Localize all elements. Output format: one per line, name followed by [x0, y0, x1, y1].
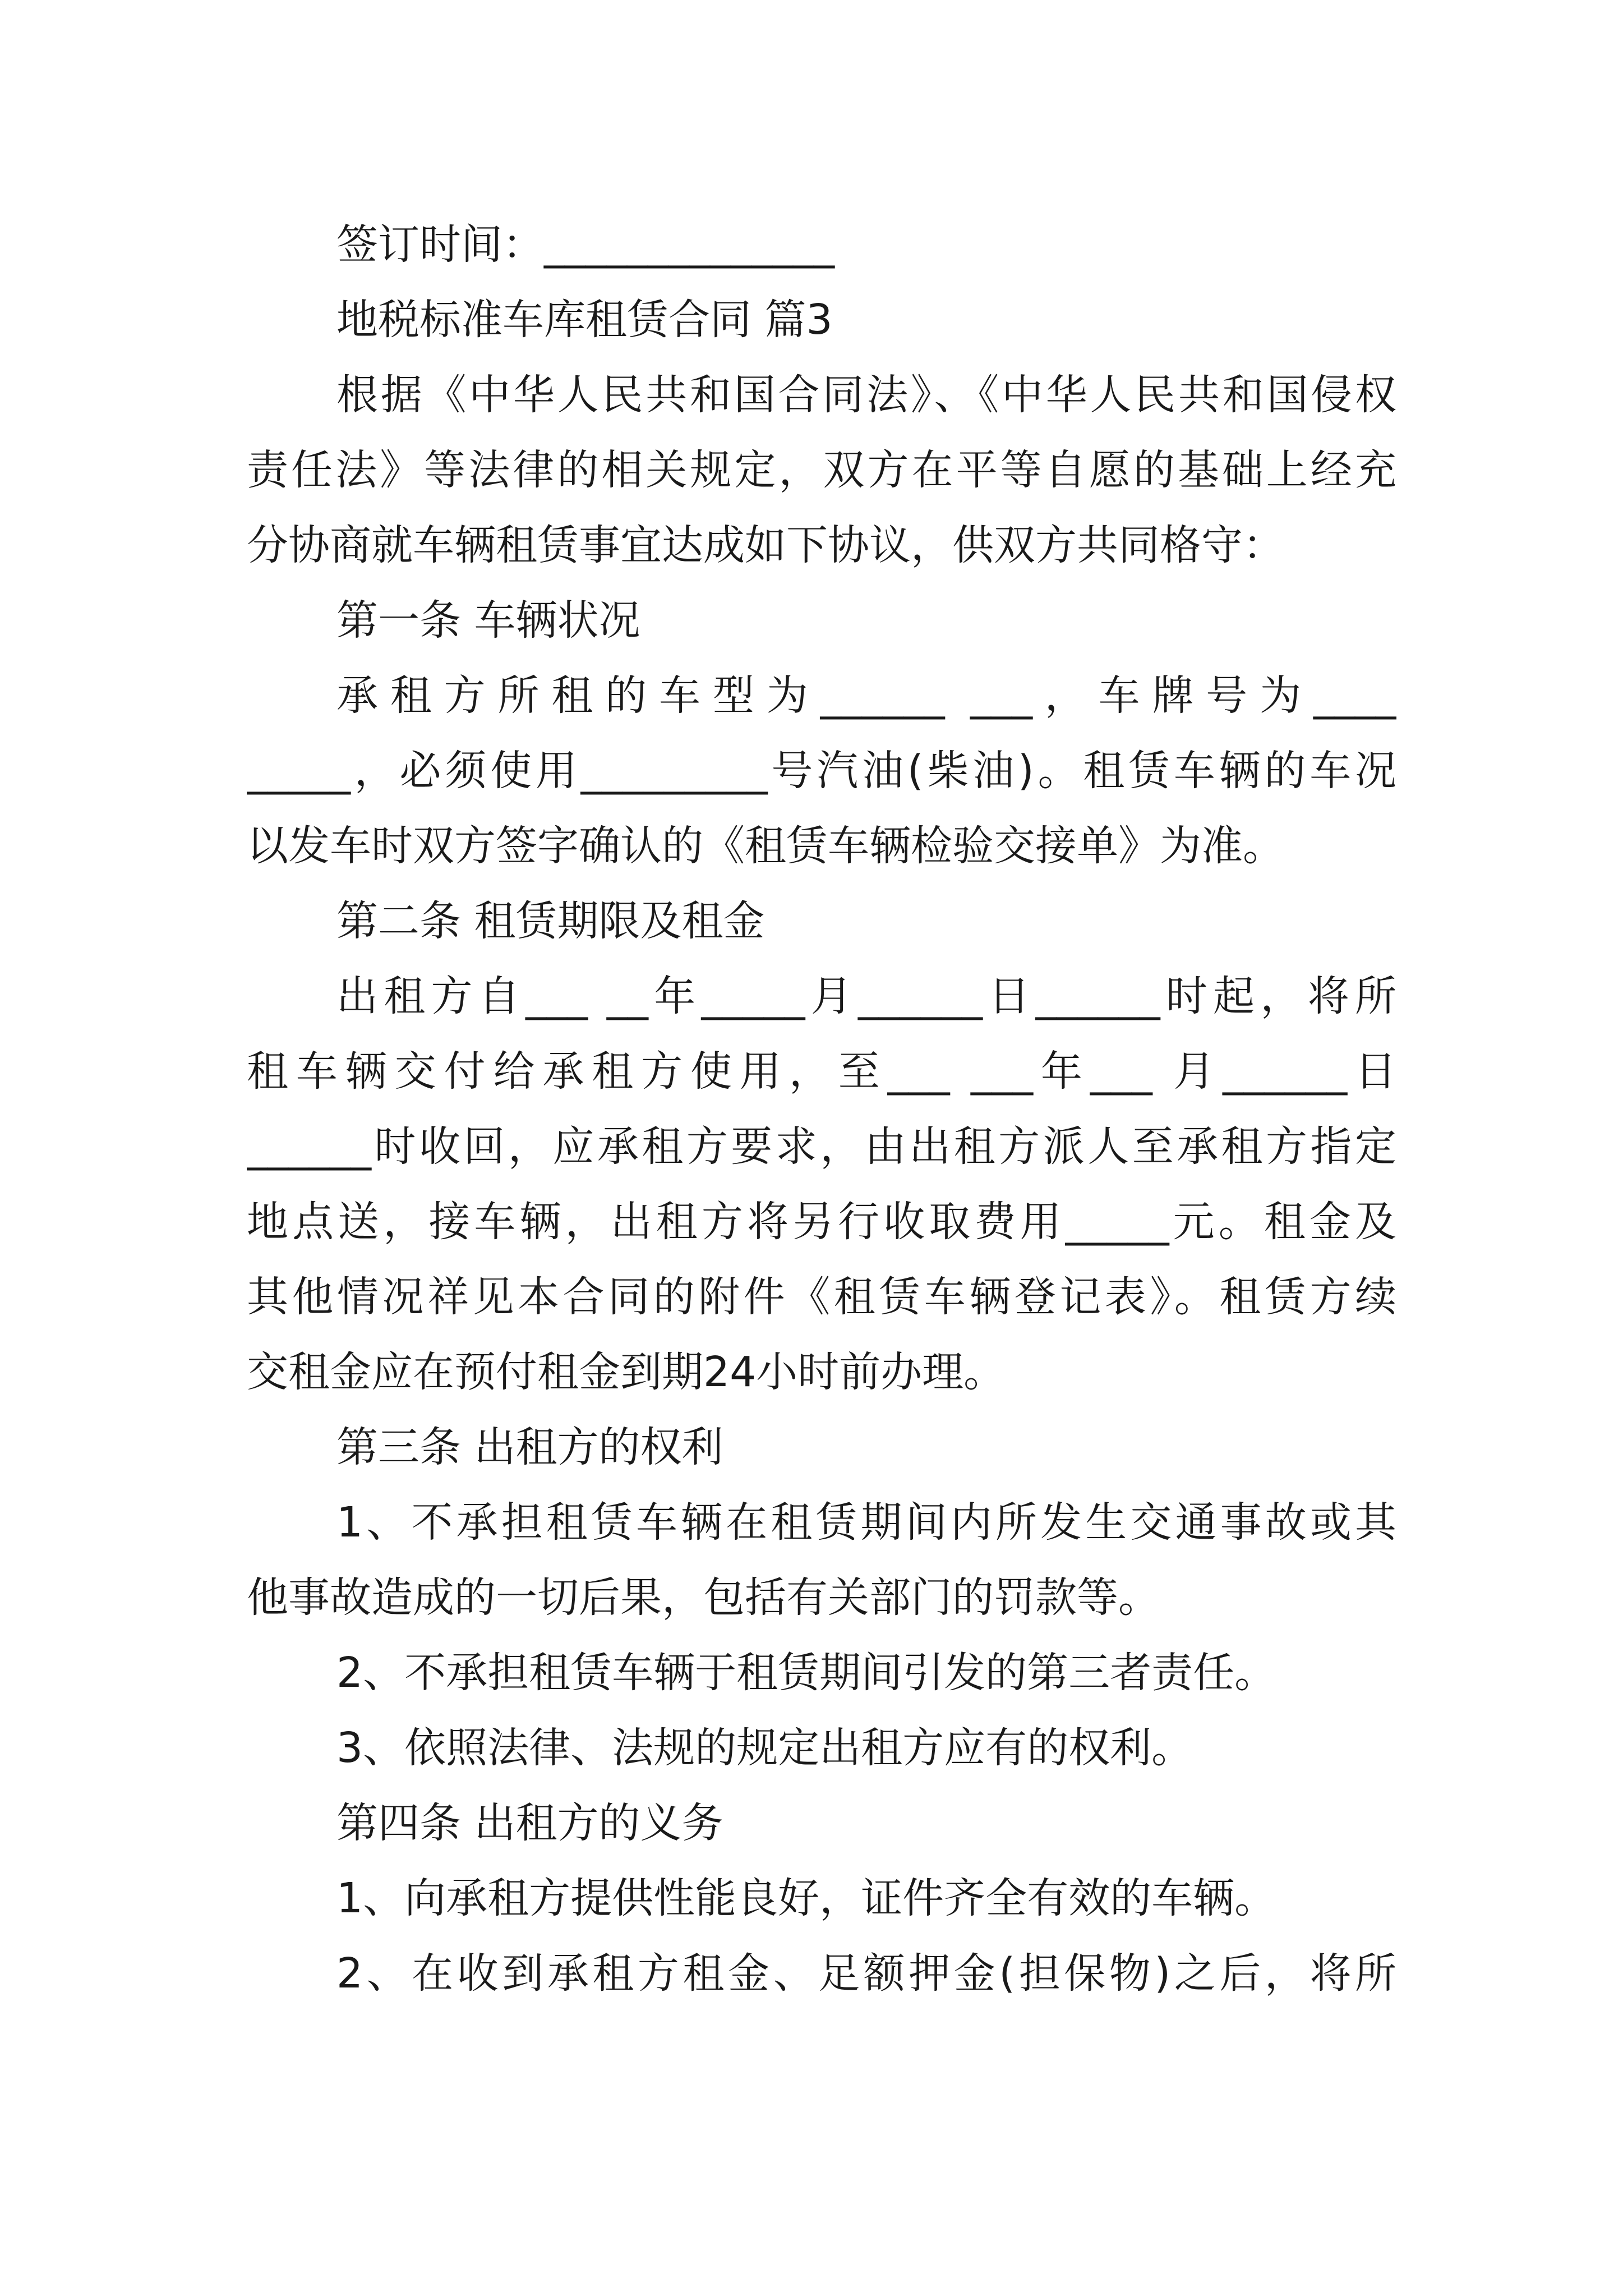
paragraph-line: 其他情况祥见本合同的附件《租赁车辆登记表》。租赁方续: [247, 1273, 1396, 1321]
paragraph-line: 1、不承担租赁车辆在租赁期间内所发生交通事故或其: [336, 1498, 1396, 1547]
paragraph-line: _____，必须使用_________号汽油(柴油)。租赁车辆的车况: [247, 747, 1396, 795]
paragraph-line: 出租方自___ __年_____月______日______时起，将所: [336, 972, 1396, 1020]
paragraph-line: 根据《中华人民共和国合同法》、《中华人民共和国侵权: [336, 371, 1396, 419]
article-heading: 第三条 出租方的权利: [336, 1423, 723, 1471]
article-heading: 第一条 车辆状况: [336, 596, 640, 645]
article-heading: 第二条 租赁期限及租金: [336, 897, 765, 945]
paragraph-line: 分协商就车辆租赁事宜达成如下协议，供双方共同格守：: [247, 521, 1284, 569]
paragraph-line: 地点送，接车辆，出租方将另行收取费用_____元。租金及: [247, 1198, 1396, 1246]
paragraph-line: 承租方所租的车型为______ ___，车牌号为____: [336, 671, 1396, 720]
paragraph-line: 交租金应在预付租金到期24小时前办理。: [247, 1348, 1006, 1396]
list-item: 2、不承担租赁车辆于租赁期间引发的第三者责任。: [336, 1649, 1276, 1697]
signing-date-line: 签订时间：______________: [336, 220, 834, 269]
list-item: 1、向承租方提供性能良好，证件齐全有效的车辆。: [336, 1874, 1276, 1922]
paragraph-line: 责任法》等法律的相关规定，双方在平等自愿的基础上经充: [247, 446, 1396, 494]
paragraph-line: 租车辆交付给承租方使用，至___ ___年___ 月______日: [247, 1047, 1396, 1096]
paragraph-line: ______时收回，应承租方要求，由出租方派人至承租方指定: [247, 1122, 1396, 1171]
paragraph-line: 他事故造成的一切后果，包括有关部门的罚款等。: [247, 1573, 1160, 1622]
paragraph-line: 以发车时双方签字确认的《租赁车辆检验交接单》为准。: [247, 822, 1284, 870]
list-item: 3、依照法律、法规的规定出租方应有的权利。: [336, 1724, 1193, 1772]
section-title-line: 地税标准车库租赁合同 篇3: [336, 296, 833, 344]
article-heading: 第四条 出租方的义务: [336, 1799, 723, 1847]
list-item: 2、在收到承租方租金、足额押金(担保物)之后，将所: [336, 1949, 1396, 1998]
